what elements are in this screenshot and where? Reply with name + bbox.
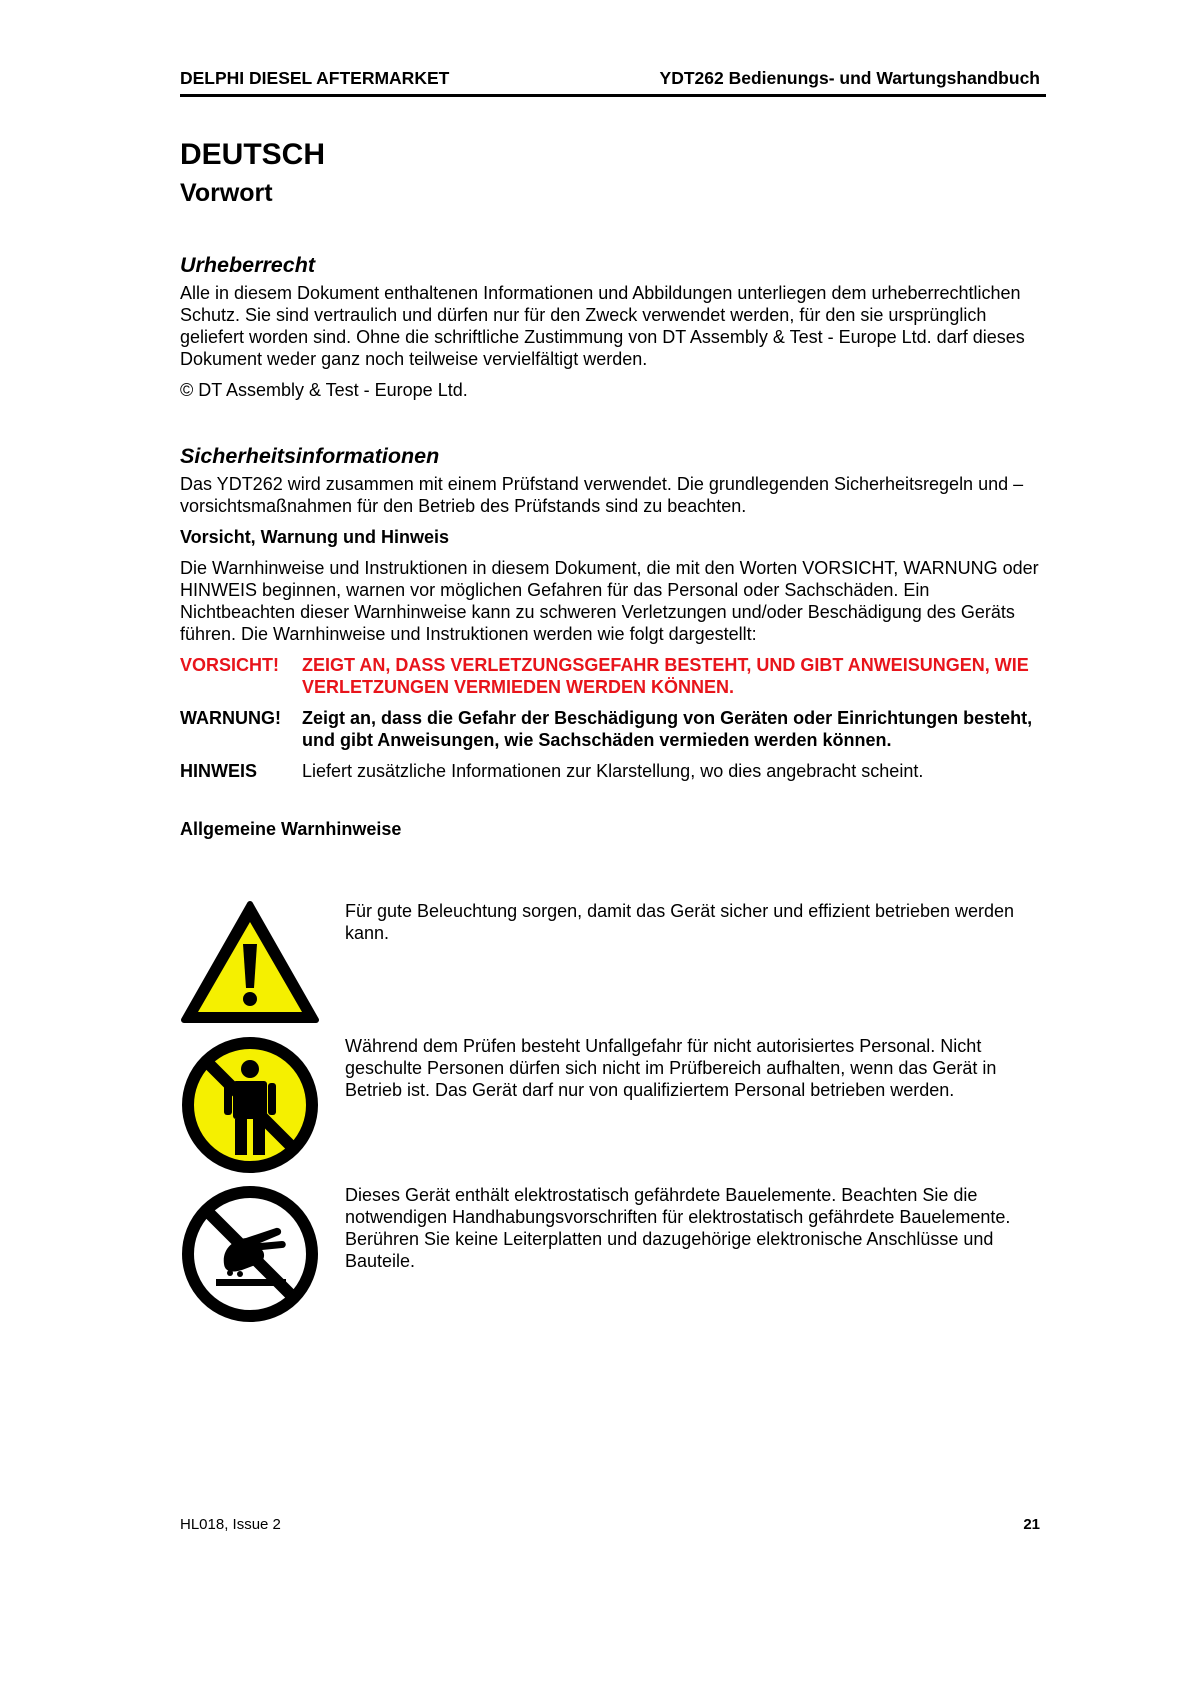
header-left: DELPHI DIESEL AFTERMARKET (180, 68, 450, 88)
warning-item-text: Während dem Prüfen besteht Unfallgefahr für nicht autorisiertes Personal. Nicht geschulte Personen dürfen sich nicht im Prüfbereich aufhalten, wenn das Gerät in Betrieb ist. Das Gerät darf nur von qualifiziertem Personal betrieben werden. (345, 1036, 997, 1100)
safety-subheading: Vorsicht, Warnung und Hinweis (180, 527, 450, 547)
copyright-body: Alle in diesem Dokument enthaltenen Informationen und Abbildungen unterliegen dem urheberrechtlichen Schutz. Sie sind vertraulich und dürfen nur für den Zweck verwendet werden, für den sie ursprünglich geliefert worden sind. Ohne die schriftliche Zustimmung von DT Assembly & Test - Europe Ltd. darf dieses Dokument weder ganz noch teilweise vervielfältigt werden. (180, 283, 1025, 369)
general-warnings-heading: Allgemeine Warnhinweise (180, 819, 402, 839)
page-number: 21 (1023, 1516, 1040, 1533)
page-subtitle: Vorwort (180, 179, 273, 207)
note-label: HINWEIS (180, 761, 258, 781)
warning-text: Zeigt an, dass die Gefahr der Beschädigung von Geräten oder Einrichtungen besteht, und gibt Anweisungen, wie Sachschäden vermieden werden können. (302, 708, 1033, 750)
header-right: YDT262 Bedienungs- und Wartungshandbuch (659, 68, 1040, 88)
general-warning-icon (180, 900, 320, 1029)
main-content (180, 134, 1046, 840)
warning-label: WARNUNG! (180, 708, 281, 728)
safety-heading: Sicherheitsinformationen (180, 444, 440, 468)
copyright-heading: Urheberrecht (180, 253, 316, 277)
warning-item-text: Für gute Beleuchtung sorgen, damit das Gerät sicher und effizient betrieben werden kann. (345, 901, 1015, 943)
caution-notice (180, 654, 1046, 698)
note-notice (180, 760, 1046, 782)
no-touch-esd-icon (180, 1184, 320, 1329)
warning-notice (180, 707, 1046, 751)
note-text: Liefert zusätzliche Informationen zur Klarstellung, wo dies angebracht scheint. (302, 761, 924, 781)
footer-document-id: HL018, Issue 2 (180, 1516, 281, 1533)
safety-explanation: Die Warnhinweise und Instruktionen in diesem Dokument, die mit den Worten VORSICHT, WARNUNG oder HINWEIS beginnen, warnen vor möglichen Gefahren für das Personal oder Sachschäden. Ein Nichtbeachten dieser Warnhinweise kann zu schweren Verletzungen und/oder Beschädigung des Geräts führen. Die Warnhinweise und Instruktionen werden wie folgt dargestellt: (180, 558, 1039, 644)
copyright-notice: © DT Assembly & Test - Europe Ltd. (180, 380, 468, 400)
page-header (180, 66, 1046, 97)
page-title: DEUTSCH (180, 138, 326, 171)
safety-intro: Das YDT262 wird zusammen mit einem Prüfstand verwendet. Die grundlegenden Sicherheitsregeln und –vorsichtsmaßnahmen für den Betrieb des Prüfstands sind zu beachten. (180, 474, 1024, 516)
no-access-icon (180, 1035, 320, 1180)
warning-item-text: Dieses Gerät enthält elektrostatisch gefährdete Bauelemente. Beachten Sie die notwendigen Handhabungsvorschriften für elektrostatisch gefährdete Bauelemente. Berühren Sie keine Leiterplatten und dazugehörige elektronische Anschlüsse und Bauteile. (345, 1185, 1011, 1271)
caution-text: ZEIGT AN, DASS VERLETZUNGSGEFAHR BESTEHT, UND GIBT ANWEISUNGEN, WIE VERLETZUNGEN VERMIEDEN WERDEN KÖNNEN. (302, 655, 1029, 697)
caution-label: VORSICHT! (180, 655, 279, 675)
